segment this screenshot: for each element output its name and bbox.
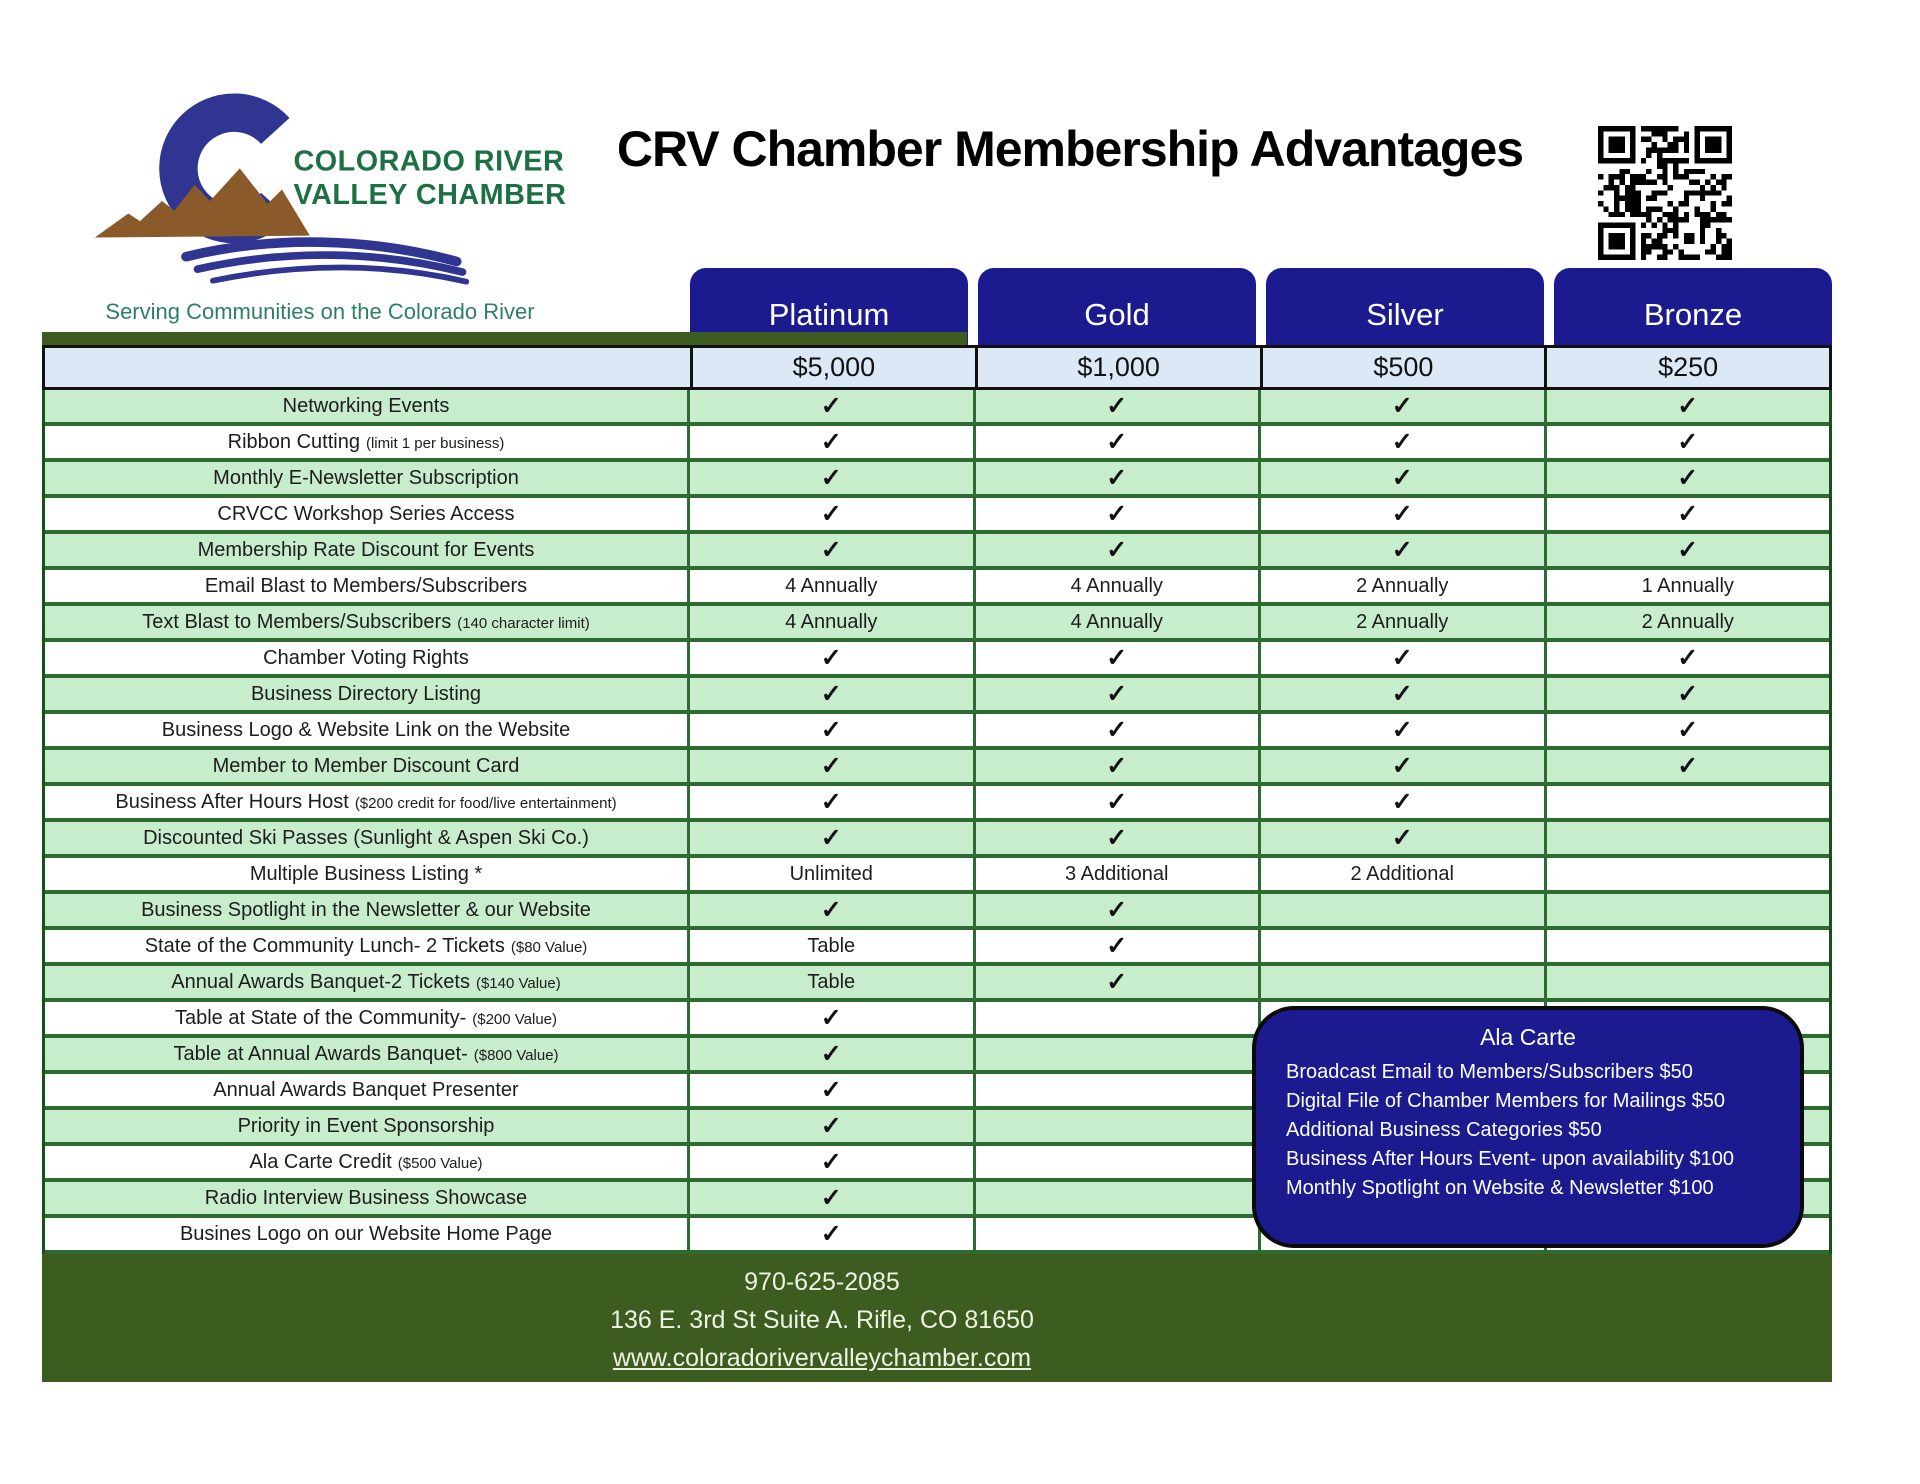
- tier-cell-silver: [1258, 714, 1544, 746]
- check-icon: ✓: [820, 535, 842, 564]
- check-icon: ✓: [1106, 895, 1128, 924]
- tier-cell-silver: [1258, 750, 1544, 782]
- check-icon: ✓: [820, 391, 842, 420]
- tier-header-silver: Silver: [1266, 268, 1544, 345]
- feature-note: (limit 1 per business): [365, 435, 505, 452]
- check-icon: ✓: [1391, 823, 1413, 852]
- footer-address: 136 E. 3rd St Suite A. Rifle, CO 81650: [610, 1306, 1034, 1334]
- tier-cell-gold: [973, 1074, 1259, 1106]
- tier-cell-gold: [973, 1182, 1259, 1214]
- table-row: [45, 822, 1829, 858]
- tier-cell-bronze: 2 Annually: [1544, 606, 1830, 638]
- check-icon: ✓: [1106, 427, 1128, 456]
- check-icon: ✓: [820, 427, 842, 456]
- feature-note: ($140 Value): [475, 975, 561, 992]
- tier-cell-gold: [973, 822, 1259, 854]
- tier-cell-gold: [973, 894, 1259, 926]
- tier-cell-silver: [1258, 390, 1544, 422]
- tier-cell-bronze: [1544, 642, 1830, 674]
- table-row: [45, 390, 1829, 426]
- price-row-label-cell: [45, 348, 690, 387]
- tier-cell-platinum: [687, 390, 973, 422]
- logo-graphic: [90, 92, 570, 287]
- ala-carte-title: Ala Carte: [1480, 1024, 1576, 1050]
- mountains-icon: [95, 168, 310, 237]
- logo-tagline: Serving Communities on the Colorado River: [105, 299, 535, 324]
- tier-cell-gold: [973, 534, 1259, 566]
- table-row: [45, 750, 1829, 786]
- tier-cell-gold: [973, 498, 1259, 530]
- tier-cell-platinum: [687, 714, 973, 746]
- feature-note: ($200 Value): [472, 1011, 558, 1028]
- check-icon: ✓: [820, 1183, 842, 1212]
- tier-cell-silver: [1258, 786, 1544, 818]
- tier-cell-platinum: Table: [687, 930, 973, 962]
- tier-cell-platinum: [687, 678, 973, 710]
- check-icon: ✓: [1677, 391, 1699, 420]
- tier-cell-gold: [973, 930, 1259, 962]
- tier-cell-platinum: [687, 750, 973, 782]
- check-icon: ✓: [1391, 751, 1413, 780]
- tier-cell-gold: [973, 714, 1259, 746]
- table-row: [45, 498, 1829, 534]
- check-icon: ✓: [820, 715, 842, 744]
- feature-label: Table at State of the Community- ($200 Value): [174, 1006, 558, 1029]
- header-divider-bar: [42, 332, 967, 345]
- ala-carte-item: Additional Business Categories $50: [1286, 1119, 1602, 1141]
- footer-content: [42, 1254, 1602, 1373]
- feature-label: Email Blast to Members/Subscribers: [204, 574, 528, 597]
- check-icon: ✓: [820, 499, 842, 528]
- tier-cell-platinum: [687, 1074, 973, 1106]
- check-icon: ✓: [1677, 715, 1699, 744]
- check-icon: ✓: [820, 643, 842, 672]
- feature-label: Member to Member Discount Card: [212, 754, 520, 777]
- tier-cell-silver: [1258, 966, 1544, 998]
- tier-cell-silver: [1258, 462, 1544, 494]
- check-icon: ✓: [1106, 823, 1128, 852]
- tier-cell-platinum: 4 Annually: [687, 606, 973, 638]
- feature-label: Monthly E-Newsletter Subscription: [213, 466, 519, 489]
- price-row: [42, 345, 1832, 390]
- feature-note: (140 character limit): [457, 615, 590, 632]
- check-icon: ✓: [1106, 931, 1128, 960]
- feature-label: Networking Events: [282, 394, 450, 417]
- check-icon: ✓: [1677, 499, 1699, 528]
- tier-cell-gold: 4 Annually: [973, 570, 1259, 602]
- wave-icon: [213, 267, 466, 281]
- table-row: [45, 570, 1829, 606]
- check-icon: ✓: [820, 1147, 842, 1176]
- check-icon: ✓: [1106, 787, 1128, 816]
- tier-cell-silver: [1258, 642, 1544, 674]
- tier-header-bronze: Bronze: [1554, 268, 1832, 345]
- tier-cell-bronze: [1544, 534, 1830, 566]
- tier-cell-gold: [973, 426, 1259, 458]
- feature-label: Radio Interview Business Showcase: [204, 1186, 528, 1209]
- check-icon: ✓: [1677, 679, 1699, 708]
- check-icon: ✓: [1391, 391, 1413, 420]
- tier-cell-platinum: [687, 1002, 973, 1034]
- tier-cell-silver: [1258, 678, 1544, 710]
- tier-cell-gold: [973, 966, 1259, 998]
- tier-cell-platinum: [687, 534, 973, 566]
- check-icon: ✓: [1106, 535, 1128, 564]
- tier-cell-platinum: 4 Annually: [687, 570, 973, 602]
- check-icon: ✓: [1391, 499, 1413, 528]
- ala-carte-item: Monthly Spotlight on Website & Newsletter $100: [1286, 1177, 1714, 1199]
- feature-label: Multiple Business Listing *: [249, 862, 483, 885]
- price-cell-silver: $500: [1260, 348, 1545, 387]
- check-icon: ✓: [1677, 427, 1699, 456]
- check-icon: ✓: [820, 1219, 842, 1248]
- tier-cell-bronze: 1 Annually: [1544, 570, 1830, 602]
- tier-cell-gold: [973, 462, 1259, 494]
- check-icon: ✓: [820, 823, 842, 852]
- tier-cell-platinum: [687, 1038, 973, 1070]
- tier-header-gold: Gold: [978, 268, 1256, 345]
- tier-cell-silver: 2 Annually: [1258, 570, 1544, 602]
- table-row: [45, 714, 1829, 750]
- tier-cell-silver: 2 Additional: [1258, 858, 1544, 890]
- check-icon: ✓: [1106, 499, 1128, 528]
- tier-cell-silver: [1258, 822, 1544, 854]
- check-icon: ✓: [1677, 535, 1699, 564]
- check-icon: ✓: [1677, 463, 1699, 492]
- feature-label: State of the Community Lunch- 2 Tickets ($80 Value): [144, 934, 588, 957]
- feature-label: Membership Rate Discount for Events: [197, 538, 535, 561]
- tier-cell-bronze: [1544, 786, 1830, 818]
- feature-label: Table at Annual Awards Banquet- ($800 Value): [173, 1042, 559, 1065]
- check-icon: ✓: [820, 679, 842, 708]
- tier-cell-silver: [1258, 894, 1544, 926]
- feature-label: Priority in Event Sponsorship: [237, 1114, 495, 1137]
- tier-cell-bronze: [1544, 678, 1830, 710]
- feature-label: Ribbon Cutting (limit 1 per business): [227, 430, 505, 453]
- tier-header-platinum: Platinum: [690, 268, 968, 345]
- tier-cell-platinum: [687, 1182, 973, 1214]
- footer-bar: [42, 1254, 1832, 1382]
- tier-cell-bronze: [1544, 966, 1830, 998]
- ala-carte-box: [1252, 1006, 1804, 1248]
- tier-cell-gold: [973, 678, 1259, 710]
- table-row: [45, 930, 1829, 966]
- tier-cell-bronze: [1544, 822, 1830, 854]
- check-icon: ✓: [1106, 967, 1128, 996]
- ala-carte-items: [1286, 1058, 1770, 1203]
- table-row: [45, 786, 1829, 822]
- feature-note: ($80 Value): [510, 939, 588, 956]
- table-row: [45, 894, 1829, 930]
- logo-text-line2: VALLEY CHAMBER: [293, 178, 567, 211]
- check-icon: ✓: [1677, 643, 1699, 672]
- tier-cell-gold: 4 Annually: [973, 606, 1259, 638]
- check-icon: ✓: [1391, 679, 1413, 708]
- price-cell-bronze: $250: [1544, 348, 1829, 387]
- tier-cell-gold: [973, 1110, 1259, 1142]
- tier-cell-platinum: [687, 462, 973, 494]
- table-row: [45, 426, 1829, 462]
- feature-label: CRVCC Workshop Series Access: [217, 502, 515, 525]
- tier-cell-platinum: [687, 498, 973, 530]
- tier-cell-gold: [973, 1038, 1259, 1070]
- feature-label: Business After Hours Host ($200 credit for food/live entertainment): [115, 790, 617, 813]
- tier-cell-silver: [1258, 930, 1544, 962]
- qr-code: [1598, 126, 1732, 260]
- ala-carte-item: Broadcast Email to Members/Subscribers $50: [1286, 1061, 1693, 1083]
- feature-label: Busines Logo on our Website Home Page: [179, 1222, 553, 1245]
- tier-cell-platinum: [687, 426, 973, 458]
- feature-note: ($500 Value): [397, 1155, 483, 1172]
- feature-note: ($800 Value): [473, 1047, 559, 1064]
- tier-cell-silver: [1258, 426, 1544, 458]
- feature-label: Annual Awards Banquet-2 Tickets ($140 Value): [171, 970, 561, 993]
- table-row: [45, 966, 1829, 1002]
- table-row: [45, 606, 1829, 642]
- tier-cell-bronze: [1544, 462, 1830, 494]
- check-icon: ✓: [820, 787, 842, 816]
- tier-cell-bronze: [1544, 894, 1830, 926]
- check-icon: ✓: [1391, 787, 1413, 816]
- check-icon: ✓: [1391, 535, 1413, 564]
- check-icon: ✓: [1106, 643, 1128, 672]
- feature-label: Text Blast to Members/Subscribers (140 character limit): [142, 610, 590, 633]
- check-icon: ✓: [1391, 643, 1413, 672]
- tier-cell-bronze: [1544, 426, 1830, 458]
- tier-cell-silver: 2 Annually: [1258, 606, 1544, 638]
- check-icon: ✓: [1106, 463, 1128, 492]
- tier-cell-gold: [973, 1218, 1259, 1250]
- check-icon: ✓: [820, 1075, 842, 1104]
- feature-label: Annual Awards Banquet Presenter: [213, 1078, 519, 1101]
- logo-text-line1: COLORADO RIVER: [293, 145, 565, 178]
- qr-code-graphic: [1598, 126, 1732, 260]
- tier-cell-bronze: [1544, 858, 1830, 890]
- tier-cell-gold: [973, 786, 1259, 818]
- table-row: [45, 678, 1829, 714]
- tier-cell-platinum: [687, 1146, 973, 1178]
- feature-label: Chamber Voting Rights: [263, 646, 469, 669]
- table-row: [45, 642, 1829, 678]
- check-icon: ✓: [820, 1039, 842, 1068]
- chamber-logo: [90, 92, 570, 292]
- footer-website-link[interactable]: www.coloradorivervalleychamber.com: [612, 1344, 1032, 1372]
- check-icon: ✓: [820, 1003, 842, 1032]
- tier-cell-gold: [973, 750, 1259, 782]
- check-icon: ✓: [1391, 427, 1413, 456]
- ala-carte-item: Digital File of Chamber Members for Mailings $50: [1286, 1090, 1726, 1112]
- tier-cell-platinum: [687, 1218, 973, 1250]
- tier-cell-bronze: [1544, 498, 1830, 530]
- page-title: CRV Chamber Membership Advantages: [616, 121, 1524, 177]
- tier-cell-gold: 3 Additional: [973, 858, 1259, 890]
- check-icon: ✓: [1677, 751, 1699, 780]
- feature-label: Discounted Ski Passes (Sunlight & Aspen Ski Co.): [143, 826, 589, 849]
- tier-cell-bronze: [1544, 714, 1830, 746]
- tier-cell-bronze: [1544, 930, 1830, 962]
- table-row: [45, 462, 1829, 498]
- feature-note: ($200 credit for food/live entertainment): [354, 795, 617, 812]
- check-icon: ✓: [820, 1111, 842, 1140]
- price-cell-platinum: $5,000: [690, 348, 975, 387]
- tier-cell-silver: [1258, 534, 1544, 566]
- table-row: [45, 534, 1829, 570]
- tier-cell-platinum: [687, 822, 973, 854]
- check-icon: ✓: [1106, 391, 1128, 420]
- tier-cell-platinum: [687, 1110, 973, 1142]
- tier-cell-gold: [973, 1146, 1259, 1178]
- check-icon: ✓: [820, 895, 842, 924]
- tier-cell-bronze: [1544, 390, 1830, 422]
- table-row: [45, 858, 1829, 894]
- tier-cell-platinum: [687, 786, 973, 818]
- check-icon: ✓: [820, 463, 842, 492]
- footer-phone: 970-625-2085: [744, 1268, 900, 1296]
- tier-cell-gold: [973, 1002, 1259, 1034]
- tier-cell-platinum: [687, 642, 973, 674]
- check-icon: ✓: [1106, 715, 1128, 744]
- tier-cell-platinum: Table: [687, 966, 973, 998]
- tier-cell-platinum: [687, 894, 973, 926]
- check-icon: ✓: [1391, 715, 1413, 744]
- feature-label: Business Directory Listing: [250, 682, 482, 705]
- ala-carte-item: Business After Hours Event- upon availability $100: [1286, 1148, 1735, 1170]
- feature-label: Business Spotlight in the Newsletter & our Website: [141, 898, 591, 921]
- tier-cell-gold: [973, 390, 1259, 422]
- feature-label: Ala Carte Credit ($500 Value): [249, 1150, 483, 1173]
- check-icon: ✓: [820, 751, 842, 780]
- tier-cell-platinum: Unlimited: [687, 858, 973, 890]
- check-icon: ✓: [1106, 679, 1128, 708]
- check-icon: ✓: [1106, 751, 1128, 780]
- price-cell-gold: $1,000: [975, 348, 1260, 387]
- tier-cell-bronze: [1544, 750, 1830, 782]
- check-icon: ✓: [1391, 463, 1413, 492]
- feature-label: Business Logo & Website Link on the Website: [161, 718, 571, 741]
- tier-cell-silver: [1258, 498, 1544, 530]
- tier-cell-gold: [973, 642, 1259, 674]
